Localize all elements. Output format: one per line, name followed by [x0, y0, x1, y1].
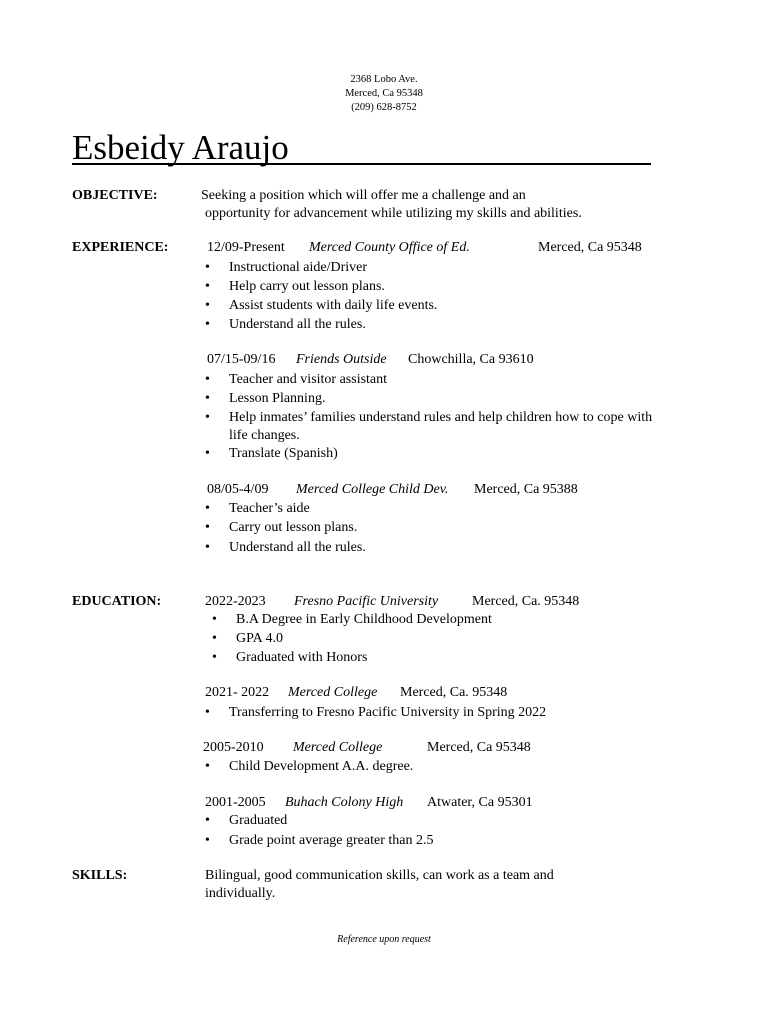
school-2-location: Merced, Ca. 95348 [400, 685, 508, 700]
job-2-dates: 07/15-09/16 [207, 352, 276, 367]
job-3-dates: 08/05-4/09 [207, 482, 269, 497]
name-underline [72, 163, 651, 165]
applicant-name: Esbeidy Araujo [72, 128, 289, 167]
reference-note: Reference upon request [337, 934, 431, 945]
education-heading: EDUCATION: [72, 594, 162, 609]
school-3-dates: 2005-2010 [203, 740, 264, 755]
job-1-location: Merced, Ca 95348 [538, 240, 642, 255]
address-city: Merced, Ca 95348 [345, 88, 423, 99]
school-4-name: Buhach Colony High [285, 795, 404, 810]
job-3-employer: Merced College Child Dev. [296, 482, 449, 497]
job-1-dates: 12/09-Present [207, 240, 285, 255]
school-1-dates: 2022-2023 [205, 594, 266, 609]
objective-line-1: Seeking a position which will offer me a challenge and an [201, 188, 526, 203]
job-2-bullet-3-continued: life changes. [229, 428, 300, 443]
skills-line-1: Bilingual, good communication skills, can work as a team and [205, 868, 554, 883]
objective-heading: OBJECTIVE: [72, 188, 158, 203]
school-3-name: Merced College [293, 740, 383, 755]
job-1-employer: Merced County Office of Ed. [309, 240, 470, 255]
school-2-name: Merced College [288, 685, 378, 700]
skills-line-2: individually. [205, 886, 276, 901]
school-3-location: Merced, Ca 95348 [427, 740, 531, 755]
skills-heading: SKILLS: [72, 868, 128, 883]
experience-heading: EXPERIENCE: [72, 240, 169, 255]
school-4-location: Atwater, Ca 95301 [427, 795, 533, 810]
job-2-location: Chowchilla, Ca 93610 [408, 352, 534, 367]
school-1-location: Merced, Ca. 95348 [472, 594, 580, 609]
school-1-name: Fresno Pacific University [294, 594, 439, 609]
job-3-location: Merced, Ca 95388 [474, 482, 578, 497]
school-4-dates: 2001-2005 [205, 795, 266, 810]
job-2-employer: Friends Outside [296, 352, 387, 367]
objective-line-2: opportunity for advancement while utilizing my skills and abilities. [205, 206, 582, 221]
school-2-dates: 2021- 2022 [205, 685, 270, 700]
address-phone: (209) 628-8752 [351, 102, 417, 113]
address-street: 2368 Lobo Ave. [350, 74, 418, 85]
